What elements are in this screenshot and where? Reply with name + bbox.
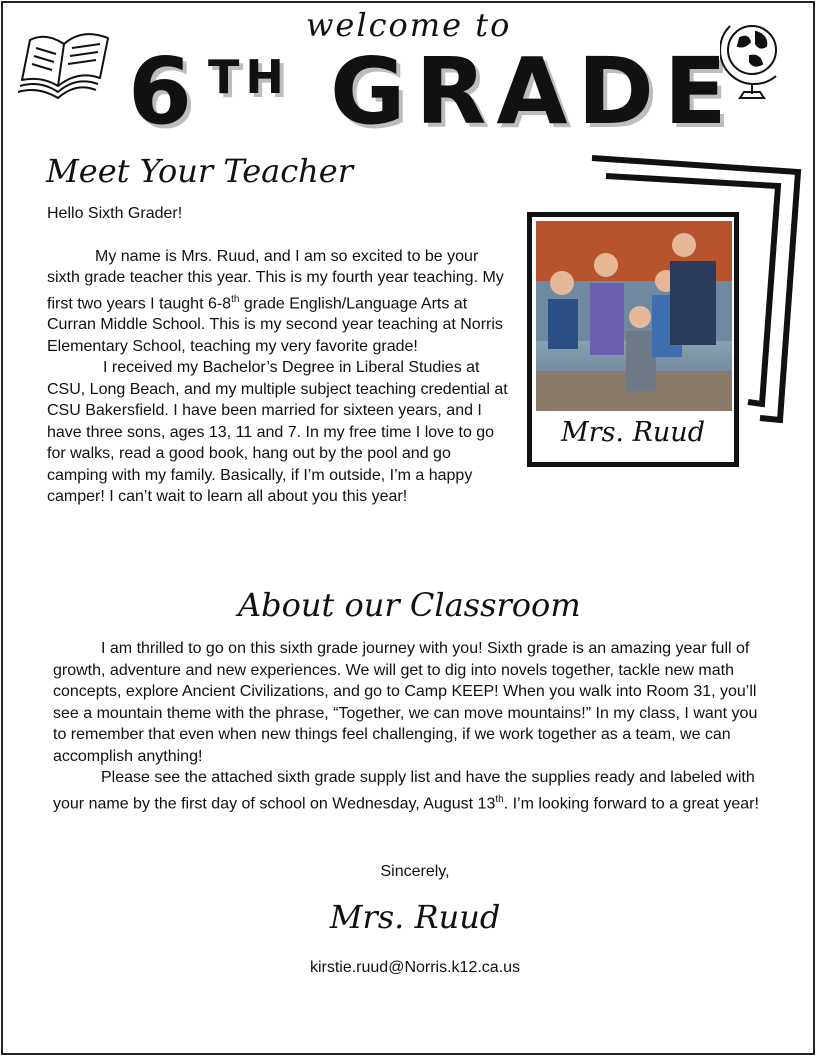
grade-suffix: TH (208, 50, 290, 104)
grade-number: 6 (128, 38, 193, 145)
meet-title: Meet Your Teacher (46, 152, 353, 190)
photo-caption: Mrs. Ruud (561, 417, 705, 448)
greeting: Hello Sixth Grader! (47, 205, 183, 222)
classroom-paragraph-2: Please see the attached sixth grade supply list and have the supplies ready and labeled with your name by the first day of school on Wednesday, August 13th. I’m looking forward to a great year! (53, 769, 759, 812)
classroom-paragraph-1: I am thrilled to go on this sixth grade journey with you! Sixth grade is an amazing year full of growth, adventure and new experiences. We will get to dig into novels together, tackle new math concepts, explore Ancient Civilizations, and go to Camp KEEP! When you walk into Room 31, you’ll see a mountain theme with the phrase, “Together, we can move mountains!” In my class, I want you to remember that even when new things feel challenging, if we work together as a team, we can accomplish anything! (53, 640, 758, 765)
signature-name: Mrs. Ruud (329, 898, 501, 936)
globe-icon (720, 18, 786, 104)
meet-body (47, 203, 509, 508)
meet-paragraph-1: My name is Mrs. Ruud, and I am so excited to be your sixth grade teacher this year. This is my fourth year teaching. My first two years I taught 6-8th grade English/Language Arts at Curran Middle School. This is my second year teaching at Norris Elementary School, teaching my very favorite grade! (47, 247, 504, 355)
teacher-photo-frame (527, 212, 739, 467)
open-book-icon (16, 24, 114, 108)
meet-paragraph-2: I received my Bachelor’s Degree in Liberal Studies at CSU, Long Beach, and my multiple subject teaching credential at CSU Bakersfield. I have been married for sixteen years, and I have three sons, ages 13, 11 and 7. In my free time I love to go for walks, read a good book, hang out by the pool and go camping with my family. Basically, if I’m outside, I’m a happy camper! I can’t wait to learn all about you this year! (47, 359, 508, 506)
email-address: kirstie.ruud@Norris.k12.ca.us (309, 959, 521, 976)
teacher-family-photo (536, 221, 732, 411)
classroom-title: About our Classroom (238, 586, 581, 624)
classroom-body (53, 638, 773, 814)
grade-word: GRADE (330, 38, 737, 145)
sincerely: Sincerely, (380, 863, 450, 880)
welcome-text: welcome to (306, 6, 512, 44)
